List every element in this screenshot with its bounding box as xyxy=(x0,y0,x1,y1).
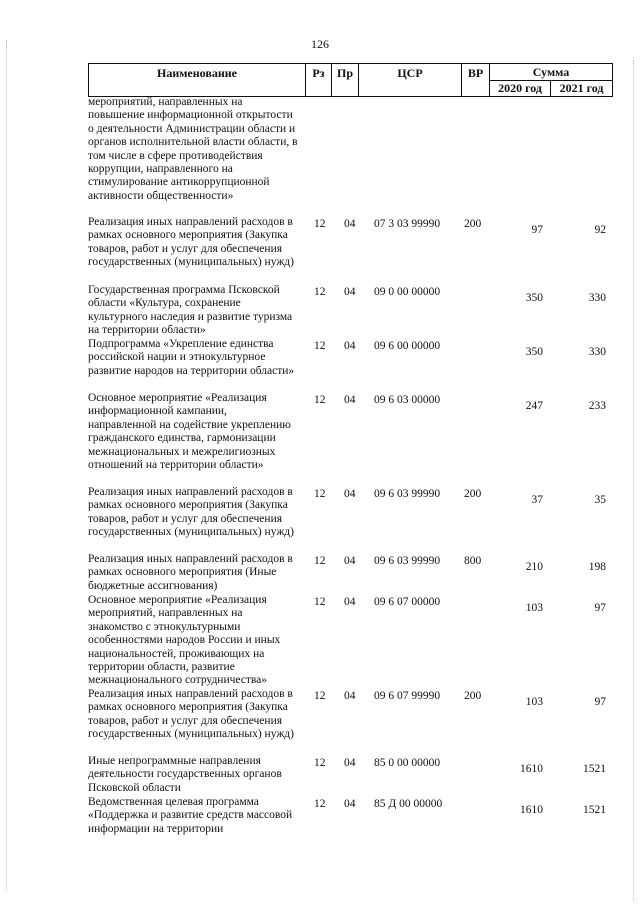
table-row xyxy=(88,594,613,688)
row-2021: 97 xyxy=(594,696,606,708)
row-2021: 92 xyxy=(594,224,606,236)
row-rz: 12 xyxy=(314,596,326,608)
right-margin-line xyxy=(633,60,635,900)
row-csr: 09 6 03 00000 xyxy=(374,394,441,406)
row-name: Реализация иных направлений расходов в рамках основного мероприятия (Закупка товаров, работ и услуг для обеспечения государственных (муниципальных) нужд) xyxy=(88,688,294,741)
row-pr: 04 xyxy=(344,690,356,702)
header-rz: Рз xyxy=(305,63,332,97)
table-body xyxy=(88,96,613,838)
row-name: мероприятий, направленных на повышение информационной открытости о деятельности Администрации области и органов исполнительной власти области, в том числе в сфере противодействия коррупции, направленного на стимулирование антикоррупционной активности общественности» xyxy=(88,96,298,202)
row-name: Основное мероприятие «Реализация мероприятий, направленных на знакомство с этнокультурными особенностями народов России и иных национальностей, проживающих на территории области, развитие межнационального сотрудничества» xyxy=(88,594,281,687)
row-2021: 330 xyxy=(588,292,606,304)
row-2020: 1610 xyxy=(520,804,543,816)
row-pr: 04 xyxy=(344,286,356,298)
row-vr: 200 xyxy=(464,488,482,500)
row-vr: 200 xyxy=(464,690,482,702)
row-2020: 350 xyxy=(525,346,543,358)
table-row xyxy=(88,486,613,553)
row-rz: 12 xyxy=(314,488,326,500)
row-2020: 97 xyxy=(531,224,543,236)
table-header xyxy=(88,63,613,97)
row-2021: 198 xyxy=(588,561,606,573)
row-csr: 09 6 07 00000 xyxy=(374,596,441,608)
row-pr: 04 xyxy=(344,340,356,352)
row-csr: 85 0 00 00000 xyxy=(374,757,441,769)
row-name: Реализация иных направлений расходов в рамках основного мероприятия (Иные бюджетные ассигнования) xyxy=(88,553,293,592)
row-vr: 800 xyxy=(464,555,482,567)
row-2020: 210 xyxy=(525,561,543,573)
row-name: Основное мероприятие «Реализация информационной кампании, направленной на содействие укреплению гражданского единства, гармонизации межнациональных и межрелигиозных отношений на территории области» xyxy=(88,392,291,472)
table-row xyxy=(88,688,613,755)
row-rz: 12 xyxy=(314,798,326,810)
row-csr: 09 6 00 00000 xyxy=(374,340,441,352)
row-pr: 04 xyxy=(344,757,356,769)
row-name: Реализация иных направлений расходов в рамках основного мероприятия (Закупка товаров, работ и услуг для обеспечения государственных (муниципальных) нужд) xyxy=(88,486,294,539)
left-margin-line xyxy=(6,40,8,890)
table-row xyxy=(88,755,613,796)
header-2021: 2021 год xyxy=(550,80,613,97)
row-2020: 37 xyxy=(531,494,543,506)
header-name: Наименование xyxy=(88,63,306,97)
row-2020: 350 xyxy=(525,292,543,304)
row-csr: 09 0 00 00000 xyxy=(374,286,441,298)
table-row xyxy=(88,796,613,838)
row-vr: 200 xyxy=(464,218,482,230)
row-rz: 12 xyxy=(314,690,326,702)
header-vr: ВР xyxy=(461,63,490,97)
row-name: Иные непрограммные направления деятельности государственных органов Псковской области xyxy=(88,755,282,794)
row-rz: 12 xyxy=(314,340,326,352)
header-sum: Сумма xyxy=(489,63,613,81)
header-2020: 2020 год xyxy=(489,80,551,97)
header-csr: ЦСР xyxy=(358,63,462,97)
row-rz: 12 xyxy=(314,555,326,567)
row-2021: 97 xyxy=(594,602,606,614)
row-name: Реализация иных направлений расходов в рамках основного мероприятия (Закупка товаров, работ и услуг для обеспечения государственных (муниципальных) нужд) xyxy=(88,216,294,269)
row-csr: 09 6 03 99990 xyxy=(374,555,441,567)
table-row xyxy=(88,392,613,486)
table-row xyxy=(88,216,613,284)
row-csr: 85 Д 00 00000 xyxy=(374,798,443,810)
row-csr: 07 3 03 99990 xyxy=(374,218,441,230)
row-name: Подпрограмма «Укрепление единства российской нации и этнокультурное развитие народов на территории области» xyxy=(88,338,295,377)
header-pr: Пр xyxy=(331,63,359,97)
row-pr: 04 xyxy=(344,488,356,500)
row-pr: 04 xyxy=(344,596,356,608)
row-2021: 1521 xyxy=(583,804,606,816)
row-2020: 1610 xyxy=(520,763,543,775)
table-row xyxy=(88,284,613,338)
row-pr: 04 xyxy=(344,798,356,810)
row-2021: 35 xyxy=(594,494,606,506)
row-pr: 04 xyxy=(344,218,356,230)
row-2020: 103 xyxy=(525,696,543,708)
row-name: Ведомственная целевая программа «Поддержка и развитие средств массовой информации на территории xyxy=(88,796,293,835)
row-2021: 330 xyxy=(588,346,606,358)
row-pr: 04 xyxy=(344,555,356,567)
table-row xyxy=(88,553,613,594)
page-number: 126 xyxy=(311,37,329,51)
row-rz: 12 xyxy=(314,757,326,769)
row-csr: 09 6 07 99990 xyxy=(374,690,441,702)
row-csr: 09 6 03 99990 xyxy=(374,488,441,500)
row-2020: 103 xyxy=(525,602,543,614)
row-2021: 233 xyxy=(588,400,606,412)
row-rz: 12 xyxy=(314,218,326,230)
row-pr: 04 xyxy=(344,394,356,406)
row-2020: 247 xyxy=(525,400,543,412)
table-row xyxy=(88,96,613,216)
table-row xyxy=(88,338,613,392)
row-name: Государственная программа Псковской области «Культура, сохранение культурного наследия и развитие туризма на территории области» xyxy=(88,284,293,337)
row-2021: 1521 xyxy=(583,763,606,775)
row-rz: 12 xyxy=(314,394,326,406)
row-rz: 12 xyxy=(314,286,326,298)
